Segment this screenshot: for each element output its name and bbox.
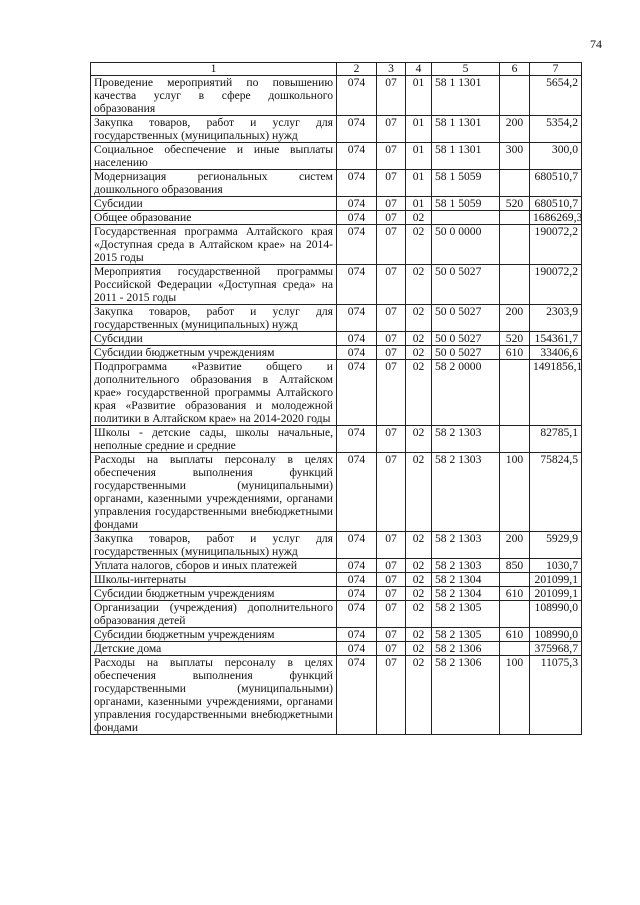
cell-code-expense-type xyxy=(500,642,530,656)
cell-code-ministry: 074 xyxy=(337,116,377,143)
page-number: 74 xyxy=(590,37,602,51)
cell-amount: 2303,9 xyxy=(530,305,582,332)
cell-code-subsection: 02 xyxy=(406,305,432,332)
cell-code-subsection: 02 xyxy=(406,642,432,656)
cell-code-target: 58 2 1304 xyxy=(432,587,500,601)
cell-code-target: 50 0 5027 xyxy=(432,305,500,332)
cell-code-ministry: 074 xyxy=(337,346,377,360)
cell-code-target: 50 0 5027 xyxy=(432,332,500,346)
cell-item-name: Закупка товаров, работ и услуг для государственных (муниципальных) нужд xyxy=(91,305,337,332)
cell-item-name: Мероприятия государственной программы Российской Федерации «Доступная среда» на 2011 - 2015 годы xyxy=(91,265,337,305)
cell-code-subsection: 01 xyxy=(406,197,432,211)
cell-item-name: Проведение мероприятий по повышению качества услуг в сфере дошкольного образования xyxy=(91,76,337,116)
cell-code-ministry: 074 xyxy=(337,265,377,305)
cell-code-section: 07 xyxy=(377,426,406,453)
cell-item-name: Расходы на выплаты персоналу в целях обеспечения выполнения функций государственными (муниципальными) органами, казенными учреждениями, органами управления государственными внебюджетными фондами xyxy=(91,453,337,532)
cell-code-section: 07 xyxy=(377,656,406,735)
cell-code-section: 07 xyxy=(377,587,406,601)
cell-code-target: 58 2 1303 xyxy=(432,559,500,573)
cell-code-expense-type: 520 xyxy=(500,332,530,346)
cell-item-name: Общее образование xyxy=(91,211,337,225)
cell-code-ministry: 074 xyxy=(337,76,377,116)
cell-code-ministry: 074 xyxy=(337,601,377,628)
column-header: 3 xyxy=(377,63,406,76)
cell-code-expense-type: 100 xyxy=(500,656,530,735)
table-row xyxy=(91,197,582,211)
cell-item-name: Социальное обеспечение и иные выплаты населению xyxy=(91,143,337,170)
table-row xyxy=(91,346,582,360)
table-body xyxy=(91,76,582,735)
cell-code-ministry: 074 xyxy=(337,573,377,587)
table-row xyxy=(91,642,582,656)
table-row xyxy=(91,559,582,573)
cell-code-ministry: 074 xyxy=(337,305,377,332)
cell-code-expense-type xyxy=(500,170,530,197)
cell-amount: 33406,6 xyxy=(530,346,582,360)
table-row xyxy=(91,360,582,426)
cell-code-section: 07 xyxy=(377,573,406,587)
cell-amount: 82785,1 xyxy=(530,426,582,453)
cell-code-subsection: 02 xyxy=(406,656,432,735)
cell-code-subsection: 02 xyxy=(406,559,432,573)
cell-code-section: 07 xyxy=(377,305,406,332)
cell-code-ministry: 074 xyxy=(337,143,377,170)
cell-code-section: 07 xyxy=(377,642,406,656)
cell-code-expense-type: 100 xyxy=(500,453,530,532)
cell-code-subsection: 02 xyxy=(406,346,432,360)
cell-code-ministry: 074 xyxy=(337,211,377,225)
cell-code-expense-type xyxy=(500,426,530,453)
cell-code-expense-type: 200 xyxy=(500,116,530,143)
cell-amount: 680510,7 xyxy=(530,170,582,197)
cell-code-target: 58 1 5059 xyxy=(432,197,500,211)
cell-code-target: 58 2 1305 xyxy=(432,628,500,642)
cell-code-ministry: 074 xyxy=(337,332,377,346)
cell-amount: 375968,7 xyxy=(530,642,582,656)
cell-code-target: 50 0 5027 xyxy=(432,346,500,360)
cell-code-ministry: 074 xyxy=(337,559,377,573)
cell-code-expense-type: 610 xyxy=(500,346,530,360)
cell-code-section: 07 xyxy=(377,143,406,170)
cell-code-subsection: 01 xyxy=(406,170,432,197)
table-row xyxy=(91,587,582,601)
cell-code-section: 07 xyxy=(377,532,406,559)
cell-code-expense-type xyxy=(500,601,530,628)
cell-code-subsection: 01 xyxy=(406,143,432,170)
cell-amount: 108990,0 xyxy=(530,601,582,628)
cell-code-target: 58 2 1303 xyxy=(432,453,500,532)
cell-code-subsection: 01 xyxy=(406,76,432,116)
cell-amount: 680510,7 xyxy=(530,197,582,211)
column-header: 5 xyxy=(432,63,500,76)
cell-amount: 1030,7 xyxy=(530,559,582,573)
cell-code-ministry: 074 xyxy=(337,453,377,532)
table-row xyxy=(91,143,582,170)
cell-code-section: 07 xyxy=(377,332,406,346)
cell-item-name: Субсидии бюджетным учреждениям xyxy=(91,587,337,601)
cell-item-name: Субсидии бюджетным учреждениям xyxy=(91,346,337,360)
cell-code-subsection: 02 xyxy=(406,265,432,305)
cell-code-subsection: 02 xyxy=(406,532,432,559)
cell-code-subsection: 02 xyxy=(406,587,432,601)
cell-code-target: 58 2 1303 xyxy=(432,532,500,559)
cell-code-ministry: 074 xyxy=(337,656,377,735)
cell-code-expense-type: 610 xyxy=(500,587,530,601)
cell-code-section: 07 xyxy=(377,559,406,573)
cell-item-name: Закупка товаров, работ и услуг для государственных (муниципальных) нужд xyxy=(91,116,337,143)
cell-item-name: Субсидии xyxy=(91,197,337,211)
cell-code-subsection: 02 xyxy=(406,225,432,265)
cell-item-name: Школы - детские сады, школы начальные, неполные средние и средние xyxy=(91,426,337,453)
cell-code-expense-type xyxy=(500,76,530,116)
cell-item-name: Закупка товаров, работ и услуг для государственных (муниципальных) нужд xyxy=(91,532,337,559)
cell-code-ministry: 074 xyxy=(337,225,377,265)
cell-amount: 5354,2 xyxy=(530,116,582,143)
cell-amount: 11075,3 xyxy=(530,656,582,735)
cell-code-target: 58 1 1301 xyxy=(432,76,500,116)
cell-item-name: Организации (учреждения) дополнительного образования детей xyxy=(91,601,337,628)
cell-amount: 190072,2 xyxy=(530,265,582,305)
table-row xyxy=(91,532,582,559)
cell-code-subsection: 02 xyxy=(406,453,432,532)
cell-code-subsection: 02 xyxy=(406,573,432,587)
cell-code-ministry: 074 xyxy=(337,587,377,601)
cell-code-ministry: 074 xyxy=(337,197,377,211)
cell-code-section: 07 xyxy=(377,170,406,197)
cell-code-target: 50 0 5027 xyxy=(432,265,500,305)
column-header: 1 xyxy=(91,63,337,76)
table-row xyxy=(91,453,582,532)
column-header: 7 xyxy=(530,63,582,76)
cell-code-target: 58 1 5059 xyxy=(432,170,500,197)
cell-code-target: 58 2 1304 xyxy=(432,573,500,587)
cell-item-name: Школы-интернаты xyxy=(91,573,337,587)
cell-code-expense-type: 200 xyxy=(500,305,530,332)
cell-code-subsection: 02 xyxy=(406,601,432,628)
cell-code-subsection: 01 xyxy=(406,116,432,143)
cell-code-expense-type: 850 xyxy=(500,559,530,573)
cell-item-name: Субсидии xyxy=(91,332,337,346)
cell-code-section: 07 xyxy=(377,360,406,426)
table-row xyxy=(91,265,582,305)
cell-code-ministry: 074 xyxy=(337,628,377,642)
cell-code-section: 07 xyxy=(377,225,406,265)
cell-code-ministry: 074 xyxy=(337,642,377,656)
cell-code-expense-type: 200 xyxy=(500,532,530,559)
cell-amount: 75824,5 xyxy=(530,453,582,532)
cell-code-section: 07 xyxy=(377,265,406,305)
cell-item-name: Субсидии бюджетным учреждениям xyxy=(91,628,337,642)
cell-amount: 1686269,3 xyxy=(530,211,582,225)
cell-code-expense-type: 300 xyxy=(500,143,530,170)
cell-code-expense-type: 610 xyxy=(500,628,530,642)
cell-code-target: 58 2 1303 xyxy=(432,426,500,453)
cell-code-subsection: 02 xyxy=(406,628,432,642)
cell-code-expense-type xyxy=(500,573,530,587)
cell-code-target xyxy=(432,211,500,225)
cell-code-target: 58 2 0000 xyxy=(432,360,500,426)
table-row xyxy=(91,426,582,453)
cell-code-ministry: 074 xyxy=(337,532,377,559)
cell-code-section: 07 xyxy=(377,76,406,116)
budget-table xyxy=(90,62,582,735)
cell-code-ministry: 074 xyxy=(337,170,377,197)
cell-amount: 300,0 xyxy=(530,143,582,170)
cell-amount: 5654,2 xyxy=(530,76,582,116)
cell-code-section: 07 xyxy=(377,453,406,532)
cell-code-subsection: 02 xyxy=(406,332,432,346)
cell-code-expense-type xyxy=(500,265,530,305)
cell-code-target: 58 1 1301 xyxy=(432,143,500,170)
table-row xyxy=(91,225,582,265)
cell-code-subsection: 02 xyxy=(406,360,432,426)
cell-item-name: Государственная программа Алтайского края «Доступная среда в Алтайском крае» на 2014-2015 годы xyxy=(91,225,337,265)
column-header: 4 xyxy=(406,63,432,76)
cell-code-target: 58 2 1306 xyxy=(432,656,500,735)
table-row xyxy=(91,305,582,332)
cell-code-expense-type: 520 xyxy=(500,197,530,211)
cell-amount: 154361,7 xyxy=(530,332,582,346)
cell-code-section: 07 xyxy=(377,197,406,211)
cell-code-expense-type xyxy=(500,360,530,426)
column-header: 2 xyxy=(337,63,377,76)
table-row xyxy=(91,170,582,197)
cell-amount: 5929,9 xyxy=(530,532,582,559)
cell-code-expense-type xyxy=(500,211,530,225)
table-row xyxy=(91,76,582,116)
cell-item-name: Подпрограмма «Развитие общего и дополнительного образования в Алтайском крае» государственной программы Алтайского края «Развитие образования и молодежной политики в Алтайском крае» на 2014-2020 годы xyxy=(91,360,337,426)
cell-amount: 108990,0 xyxy=(530,628,582,642)
table-row xyxy=(91,628,582,642)
cell-item-name: Детские дома xyxy=(91,642,337,656)
cell-item-name: Модернизация региональных систем дошкольного образования xyxy=(91,170,337,197)
cell-code-ministry: 074 xyxy=(337,360,377,426)
cell-code-section: 07 xyxy=(377,628,406,642)
cell-code-target: 58 2 1305 xyxy=(432,601,500,628)
cell-code-subsection: 02 xyxy=(406,211,432,225)
cell-code-target: 58 2 1306 xyxy=(432,642,500,656)
cell-amount: 1491856,1 xyxy=(530,360,582,426)
cell-code-expense-type xyxy=(500,225,530,265)
table-row xyxy=(91,211,582,225)
table-header-row xyxy=(91,63,582,76)
table-row xyxy=(91,656,582,735)
cell-code-section: 07 xyxy=(377,601,406,628)
table-row xyxy=(91,601,582,628)
cell-code-subsection: 02 xyxy=(406,426,432,453)
table-row xyxy=(91,573,582,587)
cell-code-section: 07 xyxy=(377,211,406,225)
cell-code-section: 07 xyxy=(377,116,406,143)
column-header: 6 xyxy=(500,63,530,76)
cell-code-ministry: 074 xyxy=(337,426,377,453)
cell-amount: 201099,1 xyxy=(530,573,582,587)
cell-code-target: 58 1 1301 xyxy=(432,116,500,143)
table-row xyxy=(91,332,582,346)
cell-code-section: 07 xyxy=(377,346,406,360)
cell-amount: 190072,2 xyxy=(530,225,582,265)
cell-item-name: Уплата налогов, сборов и иных платежей xyxy=(91,559,337,573)
table-row xyxy=(91,116,582,143)
cell-item-name: Расходы на выплаты персоналу в целях обеспечения выполнения функций государственными (муниципальными) органами, казенными учреждениями, органами управления государственными внебюджетными фондами xyxy=(91,656,337,735)
cell-amount: 201099,1 xyxy=(530,587,582,601)
cell-code-target: 50 0 0000 xyxy=(432,225,500,265)
